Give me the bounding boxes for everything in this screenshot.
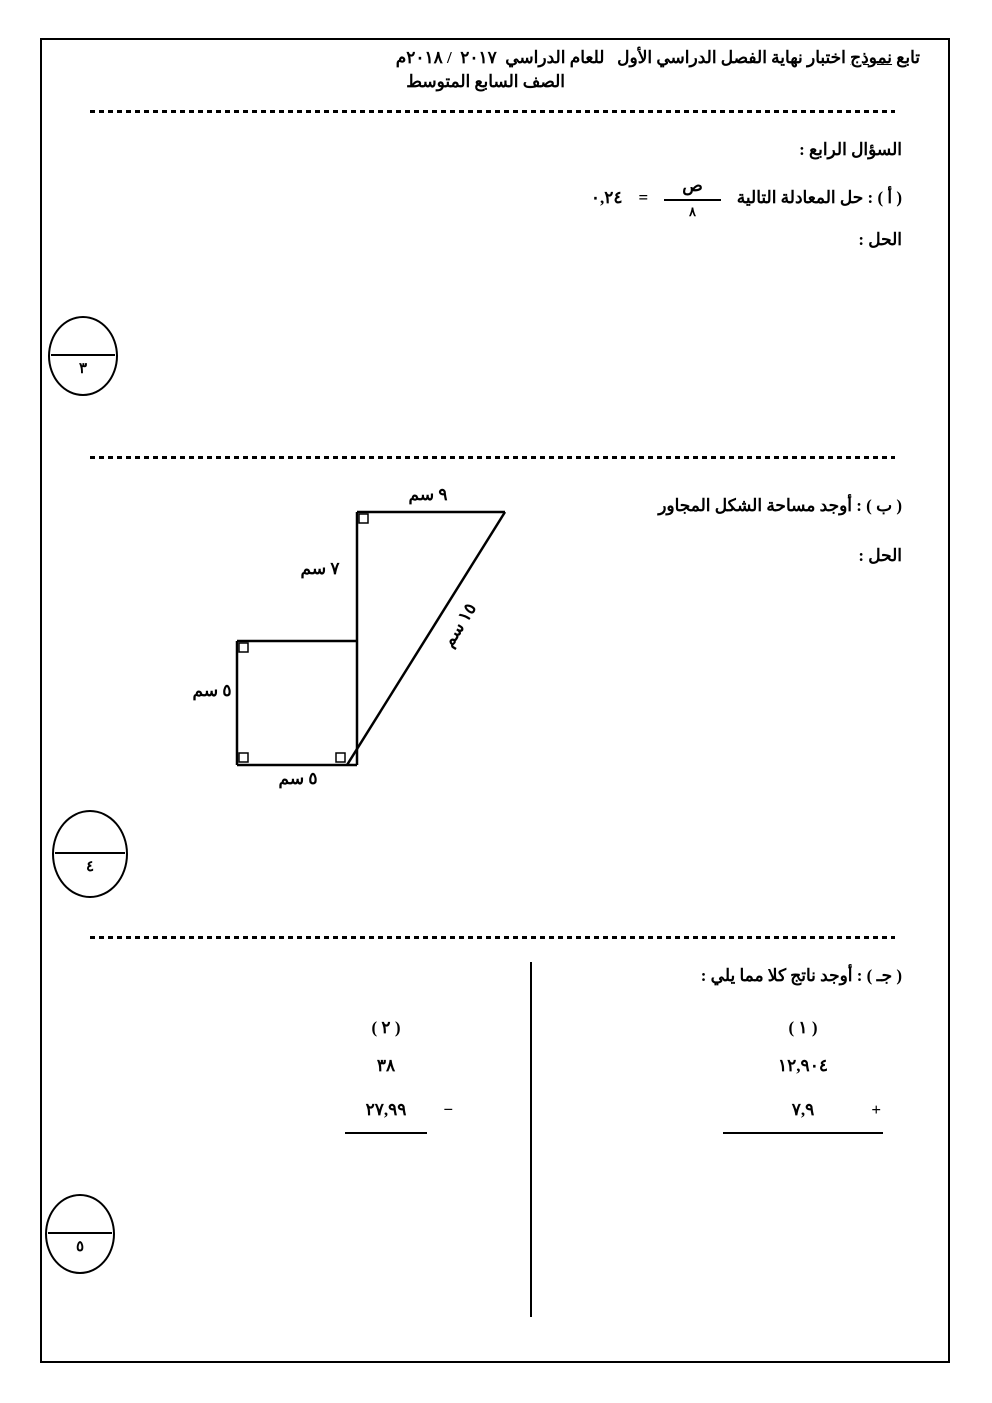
geometry-figure: [180, 475, 530, 805]
minus-operator: −: [443, 1100, 453, 1119]
problem-1-operand1: ١٢,٩٠٤: [778, 1056, 828, 1075]
equation-result: ٠,٢٤: [590, 188, 623, 207]
part-b-solution-label: الحل :: [858, 546, 902, 565]
hypotenuse-side: [347, 512, 505, 765]
grade-circle-part-a: [48, 316, 118, 396]
part-c-label: ( جـ ) : أوجد ناتج كلا مما يلي :: [700, 966, 902, 985]
header-line1: [396, 48, 920, 68]
question-title: السؤال الرابع :: [799, 140, 902, 159]
grade-divider-line: [51, 354, 115, 356]
grade-value: ٣: [78, 361, 88, 378]
label-middle-side: ٧ سم: [300, 559, 340, 578]
part-a-equation-row: [591, 176, 902, 220]
separator-line-2: [90, 456, 895, 459]
header-prefix: تابع: [892, 48, 920, 67]
column-divider: [530, 962, 532, 1317]
problem-1: [723, 1018, 883, 1134]
fraction: [664, 176, 721, 220]
problem-1-title: ( ١ ): [788, 1018, 818, 1037]
plus-operator: +: [871, 1100, 881, 1119]
right-angle-mark: [359, 514, 368, 523]
problem-2-operand1: ٣٨: [376, 1056, 396, 1075]
problem-1-operand1-row: [723, 1056, 883, 1076]
problem-1-operand2: ٧,٩: [791, 1100, 815, 1119]
answer-line: [345, 1132, 427, 1134]
problem-2-title: ( ٢ ): [371, 1018, 401, 1037]
grade-divider-line: [55, 852, 125, 854]
part-a-label: ( أ ) : حل المعادلة التالية: [736, 188, 902, 207]
grade-circle-part-b: [52, 810, 128, 898]
problem-2-operand2: ٢٧,٩٩: [365, 1100, 407, 1119]
part-b-label: ( ب ) : أوجد مساحة الشكل المجاور: [658, 496, 902, 515]
fraction-denominator: ٨: [689, 204, 697, 219]
fraction-numerator: ص: [664, 176, 721, 201]
grade-value: ٥: [75, 1239, 85, 1256]
equals-sign: =: [638, 188, 649, 207]
header-rest: اختبار نهاية الفصل الدراسي الأول للعام الدراسي ٢٠١٧ / ٢٠١٨م: [395, 48, 851, 67]
problem-1-operand2-row: [723, 1100, 883, 1120]
problem-2-operand2-row: [345, 1100, 453, 1120]
separator-line-3: [90, 936, 895, 939]
right-angle-mark: [239, 753, 248, 762]
part-a-solution-label: الحل :: [858, 230, 902, 249]
grade-divider-line: [48, 1232, 112, 1234]
label-hypotenuse: ١٥ سم: [438, 599, 481, 651]
right-angle-mark: [239, 643, 248, 652]
right-angle-mark: [336, 753, 345, 762]
label-bottom-side: ٥ سم: [278, 769, 318, 788]
answer-line: [723, 1132, 883, 1134]
label-top-side: ٩ سم: [408, 485, 448, 504]
header-underlined-word: نموذج: [850, 48, 893, 67]
grade-circle-part-c: [45, 1194, 115, 1274]
header-line2: الصف السابع المتوسط: [406, 72, 565, 91]
problem-2-operand1-row: [345, 1056, 427, 1076]
label-left-side: ٥ سم: [192, 681, 232, 700]
grade-value: ٤: [85, 859, 95, 876]
separator-line-1: [90, 110, 895, 113]
problem-2: [345, 1018, 453, 1134]
